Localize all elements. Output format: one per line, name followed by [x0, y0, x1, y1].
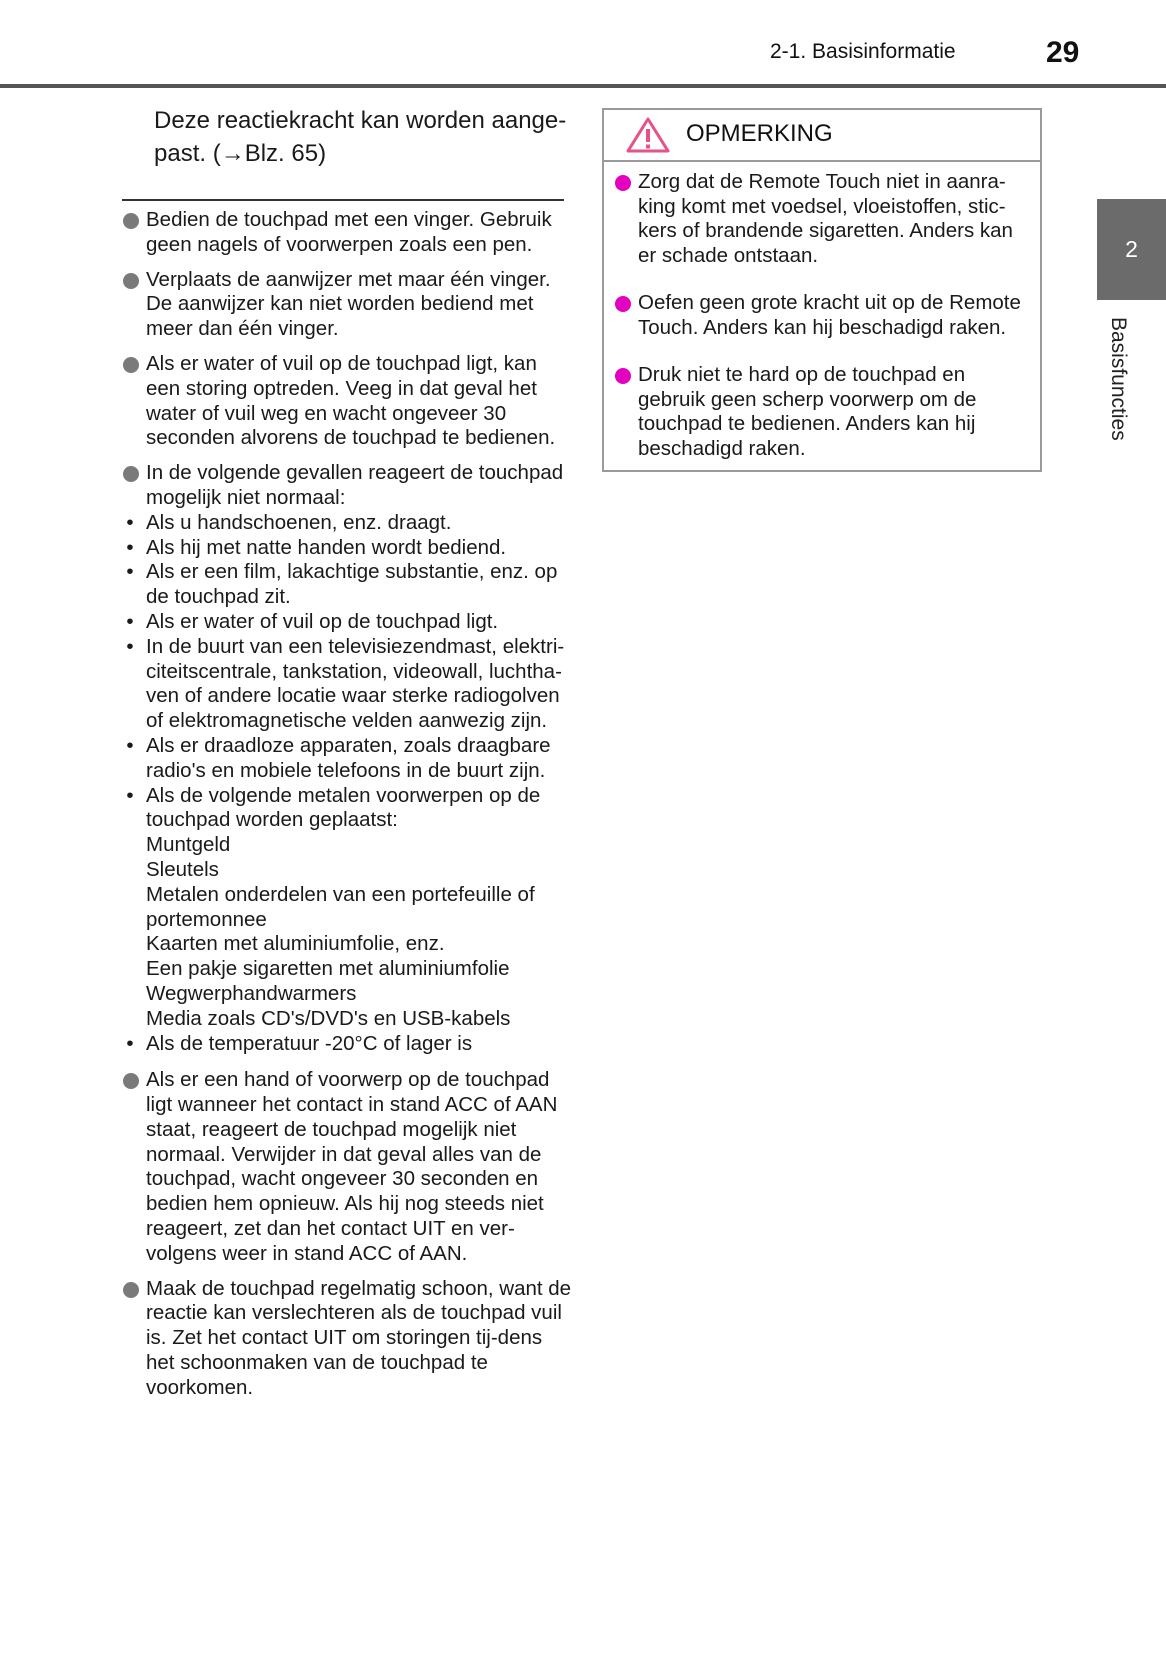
chapter-label: Basisfuncties — [1107, 317, 1130, 441]
bullet-dot-icon: • — [126, 783, 134, 807]
list-item: • Als de volgende metalen voorwerpen op de touchpad worden geplaatst: Muntgeld Sleutels Metalen onderdelen van een portefeuille of portemonnee Kaarten met aluminiumfolie, enz. Een pakje sigaretten met aluminiumfolie Wegwerphandwarmers Media zoals CD's/DVD's en USB-kabels — [122, 784, 572, 1032]
page-number: 29 — [1046, 36, 1080, 69]
info-paragraph — [122, 352, 572, 451]
conditions-list — [122, 511, 572, 1057]
info-text: In de volgende gevallen reageert de touchpad mogelijk niet normaal: — [146, 461, 564, 509]
list-item: • Als hij met natte handen wordt bediend. — [122, 536, 572, 561]
info-bullet-icon — [123, 273, 139, 289]
info-paragraph — [122, 461, 572, 511]
notice-text: Oefen geen grote kracht uit op de Remote Touch. Anders kan hij beschadigd raken. — [638, 291, 1021, 339]
info-bullet-icon — [123, 1282, 139, 1298]
bullet-dot-icon: • — [126, 634, 134, 658]
info-text: Maak de touchpad regelmatig schoon, want de reactie kan verslechteren als de touchpad vuil is. Zet het contact UIT om storingen tij-dens het schoonmaken van de touchpad te voorkomen. — [146, 1276, 572, 1399]
metal-item: Metalen onderdelen van een portefeuille of portemonnee — [146, 882, 535, 931]
bullet-dot-icon: • — [126, 510, 134, 534]
notice-text: Zorg dat de Remote Touch niet in aanra-king komt met voedsel, vloeistoffen, stic-kers of brandende sigaretten. Anders kan er schade ontstaan. — [638, 170, 1013, 267]
section-title: 2-1. Basisinformatie — [770, 40, 956, 63]
notice-header — [604, 110, 1040, 162]
bullet-dot-icon: • — [126, 560, 134, 584]
notice-bullet-icon — [615, 296, 631, 312]
intro-divider — [122, 199, 564, 201]
info-text: Verplaats de aanwijzer met maar één vinger. De aanwijzer kan niet worden bediend met meer dan één vinger. — [146, 267, 551, 341]
metal-item: Wegwerphandwarmers — [146, 981, 357, 1005]
list-item: • In de buurt van een televisiezendmast, elektri-citeitscentrale, tankstation, videowall, luchtha-ven of andere locatie waar sterke radiogolven of elektromagnetische velden aanwezig zijn. — [122, 635, 572, 734]
metal-item: Muntgeld — [146, 833, 231, 857]
info-bullet-icon — [123, 213, 139, 229]
bullet-dot-icon: • — [126, 733, 134, 757]
warning-triangle-icon — [625, 116, 671, 154]
info-bullet-icon — [123, 466, 139, 482]
list-item: • Als er draadloze apparaten, zoals draagbare radio's en mobiele telefoons in de buurt zijn. — [122, 734, 572, 784]
info-column — [122, 208, 572, 1411]
notice-box — [602, 108, 1042, 472]
notice-paragraph — [614, 291, 1026, 340]
info-paragraph — [122, 208, 572, 258]
info-text: Bedien de touchpad met een vinger. Gebruik geen nagels of voorwerpen zoals een pen. — [146, 208, 552, 256]
list-item: • Als er water of vuil op de touchpad ligt. — [122, 610, 572, 635]
bullet-dot-icon: • — [126, 1031, 134, 1055]
intro-text: Deze reactiekracht kan worden aange-past. (→Blz. 65) — [154, 107, 567, 167]
chapter-tab[interactable]: 2 — [1097, 199, 1166, 300]
metal-item: Een pakje sigaretten met aluminiumfolie — [146, 957, 510, 981]
info-text: Als er water of vuil op de touchpad ligt, kan een storing optreden. Veeg in dat geval het water of vuil weg en wacht ongeveer 30 seconden alvorens de touchpad te bedienen. — [146, 351, 556, 450]
list-item: • Als de temperatuur -20°C of lager is — [122, 1032, 572, 1057]
notice-paragraph — [614, 363, 1026, 461]
info-bullet-icon — [123, 1073, 139, 1089]
notice-bullet-icon — [615, 175, 631, 191]
notice-title: OPMERKING — [686, 120, 833, 147]
bullet-dot-icon: • — [126, 535, 134, 559]
notice-body — [604, 162, 1040, 461]
metal-item: Media zoals CD's/DVD's en USB-kabels — [146, 1006, 511, 1030]
info-paragraph — [122, 268, 572, 342]
info-paragraph — [122, 1277, 572, 1401]
notice-text: Druk niet te hard op de touchpad en gebruik geen scherp voorwerp om de touchpad te bedienen. Anders kan hij beschadigd raken. — [638, 363, 977, 460]
header-divider — [0, 84, 1166, 88]
notice-paragraph — [614, 170, 1026, 268]
info-text: Als er een hand of voorwerp op de touchpad ligt wanneer het contact in stand ACC of AAN staat, reageert de touchpad mogelijk niet normaal. Verwijder in dat geval alles van de touchpad, wacht ongeveer 30 seconden en bedien hem opnieuw. Als hij nog steeds niet reageert, zet dan het contact UIT en ver-volgens weer in stand ACC of AAN. — [146, 1068, 558, 1265]
bullet-dot-icon: • — [126, 609, 134, 633]
list-item: • Als er een film, lakachtige substantie, enz. op de touchpad zit. — [122, 560, 572, 610]
info-bullet-icon — [123, 357, 139, 373]
metal-item: Kaarten met aluminiumfolie, enz. — [146, 932, 445, 956]
list-item: • Als u handschoenen, enz. draagt. — [122, 511, 572, 536]
info-paragraph — [122, 1068, 572, 1266]
notice-bullet-icon — [615, 368, 631, 384]
metal-item: Sleutels — [146, 857, 219, 881]
